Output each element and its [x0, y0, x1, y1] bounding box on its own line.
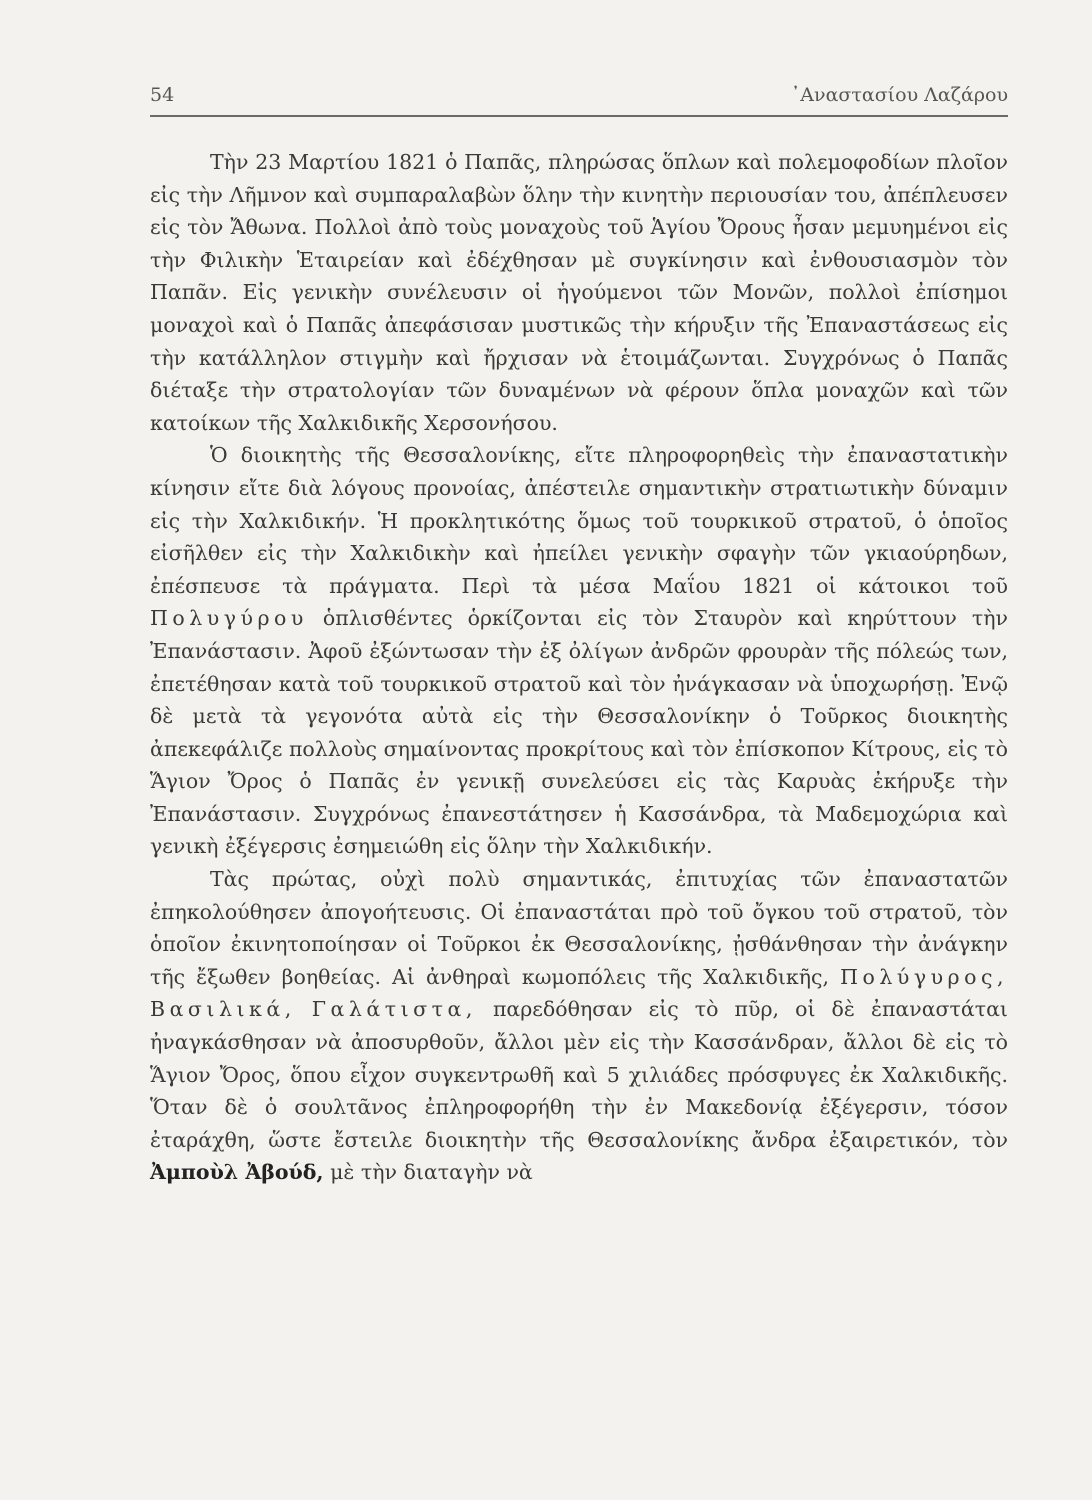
header-rule — [150, 115, 1008, 117]
header-author: ᾿Αναστασίου Λαζάρου — [790, 84, 1008, 106]
body-text — [150, 146, 1008, 1189]
page-number: 54 — [150, 84, 175, 106]
paragraph-3-part-b: παρεδόθησαν εἰς τὸ πῦρ, οἱ δὲ ἐπαναστάται ἠναγκάσθησαν νὰ ἀποσυρθοῦν, ἄλλοι μὲν εἰς τὴν Κασσάνδραν, ἄλλοι δὲ εἰς τὸ Ἅγιον Ὄρος, ὅπου εἶχον συγκεντρωθῆ καὶ 5 χιλιάδες πρόσφυγες ἐκ Χαλκιδικῆς. Ὅταν δὲ ὁ σουλτᾶνος ἐπληροφορήθη τὴν ἐν Μακεδονίᾳ ἐξέγερσιν, τόσον ἐταράχθη, ὥστε ἔστειλε διοικητὴν τῆς Θεσσαλονίκης ἄνδρα ἐξαιρετικόν, τὸν — [150, 997, 1008, 1152]
paragraph-3-part-c: μὲ τὴν διαταγὴν νὰ — [330, 1160, 533, 1185]
paragraph-1: Τὴν 23 Μαρτίου 1821 ὁ Παπᾶς, πληρώσας ὅπλων καὶ πολεμοφοδίων πλοῖον εἰς τὴν Λῆμνον καὶ συμπαραλαβὼν ὅλην τὴν κινητὴν περιουσίαν του, ἀπέπλευσεν εἰς τὸν Ἄθωνα. Πολλοὶ ἀπὸ τοὺς μοναχοὺς τοῦ Ἁγίου Ὄρους ἦσαν μεμυημένοι εἰς τὴν Φιλικὴν Ἑταιρείαν καὶ ἐδέχθησαν μὲ συγκίνησιν καὶ ἐνθουσιασμὸν τὸν Παπᾶν. Εἰς γενικὴν συνέλευσιν οἱ ἡγούμενοι τῶν Μονῶν, πολλοὶ ἐπίσημοι μοναχοὶ καὶ ὁ Παπᾶς ἀπεφάσισαν μυστικῶς τὴν κήρυξιν τῆς Ἐπαναστάσεως εἰς τὴν κατάλληλον στιγμὴν καὶ ἤρχισαν νὰ ἑτοιμάζωνται. Συγχρόνως ὁ Παπᾶς διέταξε τὴν στρατολογίαν τῶν δυναμένων νὰ φέρουν ὅπλα μοναχῶν καὶ τῶν κατοίκων τῆς Χαλκιδικῆς Χερσονήσου. — [150, 150, 1008, 435]
paragraph-3 — [150, 863, 1008, 1189]
running-head — [150, 84, 1008, 110]
paragraph-3-part-a: Τὰς πρώτας, οὐχὶ πολὺ σημαντικάς, ἐπιτυχίας τῶν ἐπαναστατῶν ἐπηκολούθησεν ἀπογοήτευσις. Οἱ ἐπαναστάται πρὸ τοῦ ὄγκου τοῦ στρατοῦ, τὸν ὁποῖον ἐκινητοποίησαν οἱ Τοῦρκοι ἐκ Θεσσαλονίκης, ᾐσθάνθησαν τὴν ἀνάγκην τῆς ἔξωθεν βοηθείας. Αἱ ἀνθηραὶ κωμοπόλεις τῆς Χαλκιδικῆς, — [150, 867, 1008, 989]
paragraph-2-part-b: ὁπλισθέντες ὁρκίζονται εἰς τὸν Σταυρὸν καὶ κηρύττουν τὴν Ἐπανάστασιν. Ἀφοῦ ἐξώντωσαν τὴν ἐξ ὀλίγων ἀνδρῶν φρουρὰν τῆς πόλεώς των, ἐπετέθησαν κατὰ τοῦ τουρκικοῦ στρατοῦ καὶ τὸν ἠνάγκασαν νὰ ὑποχωρήσῃ. Ἐνῷ δὲ μετὰ τὰ γεγονότα αὐτὰ εἰς τὴν Θεσσαλονίκην ὁ Τοῦρκος διοικητὴς ἀπεκεφάλιζε πολλοὺς σημαίνοντας προκρίτους καὶ τὸν ἐπίσκοπον Κίτρους, εἰς τὸ Ἅγιον Ὄρος ὁ Παπᾶς ἐν γενικῇ συνελεύσει εἰς τὰς Καρυὰς ἐκήρυξε τὴν Ἐπανάστασιν. Συγχρόνως ἐπανεστάτησεν ἡ Κασσάνδρα, τὰ Μαδεμοχώρια καὶ γενικὴ ἐξέγερσις ἐσημειώθη εἰς ὅλην τὴν Χαλκιδικήν. — [150, 606, 1008, 859]
spaced-town-polygyros: Πολύγυρος, — [840, 964, 1008, 989]
spaced-town-vasilika: Βασιλικά, — [150, 997, 296, 1022]
spaced-name-polygyrou: Πολυγύρου — [150, 606, 308, 631]
paragraph-2 — [150, 439, 1008, 863]
bold-name-ampoul-avoud: Ἀμποὺλ Ἀβούδ, — [150, 1160, 324, 1185]
book-page — [150, 0, 1008, 1500]
spaced-town-galatista: Γαλάτιστα, — [311, 997, 477, 1022]
paragraph-2-part-a: Ὁ διοικητὴς τῆς Θεσσαλονίκης, εἴτε πληροφορηθεὶς τὴν ἐπαναστατικὴν κίνησιν εἴτε διὰ λόγους προνοίας, ἀπέστειλε σημαντικὴν στρατιωτικὴν δύναμιν εἰς τὴν Χαλκιδικήν. Ἡ προκλητικότης ὅμως τοῦ τουρκικοῦ στρατοῦ, ὁ ὁποῖος εἰσῆλθεν εἰς τὴν Χαλκιδικὴν καὶ ἠπείλει γενικὴν σφαγὴν τῶν γκιαούρηδων, ἐπέσπευσε τὰ πράγματα. Περὶ τὰ μέσα Μαΐου 1821 οἱ κάτοικοι τοῦ — [150, 443, 1008, 598]
